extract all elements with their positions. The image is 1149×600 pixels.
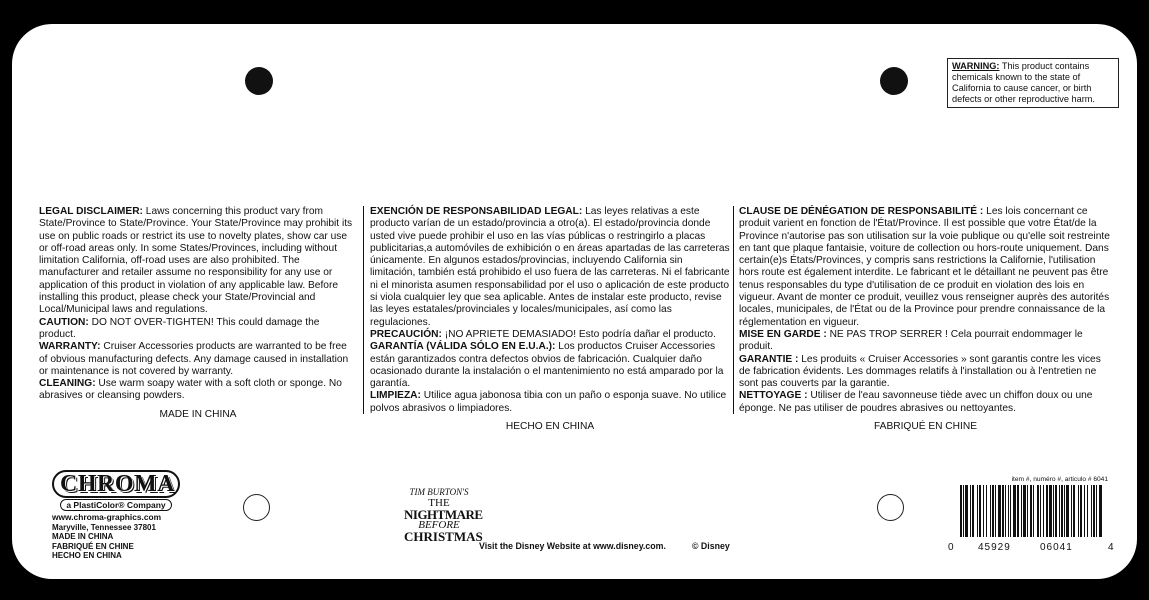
en-caution-title: CAUTION: (39, 316, 89, 328)
fr-legal-title: CLAUSE DE DÉNÉGATION DE RESPONSABILITÉ : (739, 206, 984, 217)
en-cleaning-title: CLEANING: (39, 378, 96, 390)
es-cleaning-text: Utilice agua jabonosa tibia con un paño o esponja suave. No utilice polvos abrasivos o limpiadores. (370, 390, 727, 414)
fr-warranty-text: Les produits « Cruiser Accessories » sont garantis contre les vices de fabrication évidents. Les dommages relatifs à l'installation ou à l'entretien ne sont pas couverts par la garantie. (739, 353, 1101, 390)
fr-legal-text: Les lois concernant ce produit varient en fonction de l'État/Province. Il est possible que votre État/de la Province n'autorise pas son utilisation sur la voie publique ou qu'elle soit restreinte en tant que plaque fantaisie, voiture de collection ou hors-route uniquement. Dans certain(e)s États/Provinces, y compris sans restrictions la Californie, l'utilisation hors route est également interdite. Le fabricant et le détaillant ne peuvent pas être tenus responsables du type d'utilisation de ce produit en violation des lois en vigueur. Avant de monter ce produit, veuillez vous renseigner auprès des autorités locales, municipales, de l'État ou de la Province pour prendre connaissance de la réglementation en vigueur. (739, 206, 1110, 328)
french-column (739, 206, 1112, 433)
nbc-line-1: TIM BURTON'S (409, 487, 469, 497)
warning-text: This product contains chemicals known to the state of California to cause cancer, or birth defects or other reproductive harm. (952, 61, 1095, 104)
license-plate-frame-back (12, 24, 1137, 579)
en-warranty-title: WARRANTY: (39, 341, 101, 353)
es-cleaning-title: LIMPIEZA: (370, 390, 421, 402)
en-legal-title: LEGAL DISCLAIMER: (39, 206, 143, 217)
upc-barcode (958, 485, 1104, 537)
chroma-address: Maryville, Tennessee 37801 (52, 522, 156, 532)
bottom-right-mounting-hole (877, 494, 904, 521)
chroma-made-es: HECHO EN CHINA (52, 551, 122, 560)
chroma-company-tagline: a PlastiColor® Company (60, 499, 172, 511)
es-made-in: HECHO EN CHINA (505, 421, 595, 433)
chroma-website: www.chroma-graphics.com (52, 512, 162, 522)
fr-cleaning-title: NETTOYAGE : (739, 390, 808, 402)
fr-cleaning-text: Utiliser de l'eau savonneuse tiède avec un chiffon doux ou une éponge. Ne pas utiliser de poudres abrasives ou nettoyantes. (739, 390, 1093, 414)
fr-made-in: FABRIQUÉ EN CHINE (873, 421, 978, 433)
barcode-digits-right: 06041 (1040, 542, 1073, 553)
prop65-warning-box (947, 58, 1119, 108)
chroma-made-en: MADE IN CHINA (52, 532, 114, 541)
es-legal-text: Las leyes relativas a este producto varían de un estado/provincia a otro(a). El estado/provincia donde usted vive puede prohibir el uso en las vías públicas o restringirlo a placas publicitarias,a automóviles de exhibición o en áreas apartadas de las carreteras únicamente. En algunos estados/provincias, incluyendo California sin limitación, también está prohibido el uso fuera de las carreteras. Ni el fabricante ni el minorista asumen responsabilidad por el uso o aplicación de este producto si viola cualquier ley que sea aplicable. Antes de instalar este producto, revise las leyes estatales/provinciales y locales/municipales, así como las regulaciones. (370, 206, 730, 328)
spanish-column (370, 206, 730, 433)
bottom-left-mounting-hole (243, 494, 270, 521)
nbc-line-3: NIGHTMARE (404, 507, 483, 522)
es-caution-text: ¡NO APRIETE DEMASIADO! Esto podría dañar el producto. (441, 328, 716, 340)
disney-copyright: © Disney (692, 541, 730, 551)
barcode-digit-last: 4 (1108, 542, 1114, 553)
es-warranty-title: GARANTÍA (VÁLIDA SÓLO EN E.U.A.): (370, 341, 556, 353)
nightmare-before-christmas-logo (404, 487, 483, 544)
en-legal-text: Laws concerning this product vary from State/Province to State/Province. Your State/Province may prohibit its use on public roads or restrict its use to novelty plates, show car use or off-road areas only. In some States/Provinces, including without limitation California, off-road uses are also prohibited. The manufacturer and retailer assume no responsibility for any use or application of this product in violation of any applicable law. Before installing this product, please check your State/Provincial and Local/Municipal laws and regulations. (39, 206, 353, 316)
fr-caution-title: MISE EN GARDE : (739, 328, 827, 340)
barcode-digit-first: 0 (948, 542, 954, 553)
top-right-mounting-hole (880, 67, 908, 95)
column-divider-2 (733, 206, 734, 414)
chroma-logo: CHROMA (52, 470, 180, 498)
english-column (39, 206, 357, 421)
warning-label: WARNING: (952, 61, 1000, 71)
disney-website-text: Visit the Disney Website at www.disney.com. (479, 541, 666, 551)
barcode-digits-left: 45929 (978, 542, 1011, 553)
chroma-branding (52, 470, 180, 561)
fr-warranty-title: GARANTIE : (739, 353, 799, 365)
en-caution-text: DO NOT OVER-TIGHTEN! This could damage the product. (39, 316, 320, 340)
en-cleaning-text: Use warm soapy water with a soft cloth or sponge. No abrasives or cleansing powders. (39, 378, 342, 402)
upc-barcode-block (948, 476, 1114, 554)
en-made-in: MADE IN CHINA (159, 408, 237, 420)
column-divider-1 (363, 206, 364, 414)
es-caution-title: PRECAUCIÓN: (370, 328, 442, 340)
es-legal-title: EXENCIÓN DE RESPONSABILIDAD LEGAL: (370, 206, 583, 217)
nbc-line-4: BEFORE (418, 519, 460, 531)
nbc-line-5: CHRISTMAS (404, 529, 483, 544)
top-left-mounting-hole (245, 67, 273, 95)
fr-caution-text: NE PAS TROP SERRER ! Cela pourrait endommager le produit. (739, 328, 1083, 353)
chroma-made-fr: FABRIQUÉ EN CHINE (52, 541, 134, 551)
en-warranty-text: Cruiser Accessories products are warranted to be free of obvious manufacturing defects. Any damage caused in installation or maintenance is not covered by warranty. (39, 341, 349, 377)
item-number: item #, numéro #, articulo # 6041 (1011, 476, 1108, 483)
nbc-line-2: THE (428, 497, 450, 509)
es-warranty-text: Los productos Cruiser Accessories están garantizados contra defectos obvios de fabricación. Cualquier daño ocasionado durante la instalación o el mantenimiento no está amparado por la garantía. (370, 341, 724, 390)
